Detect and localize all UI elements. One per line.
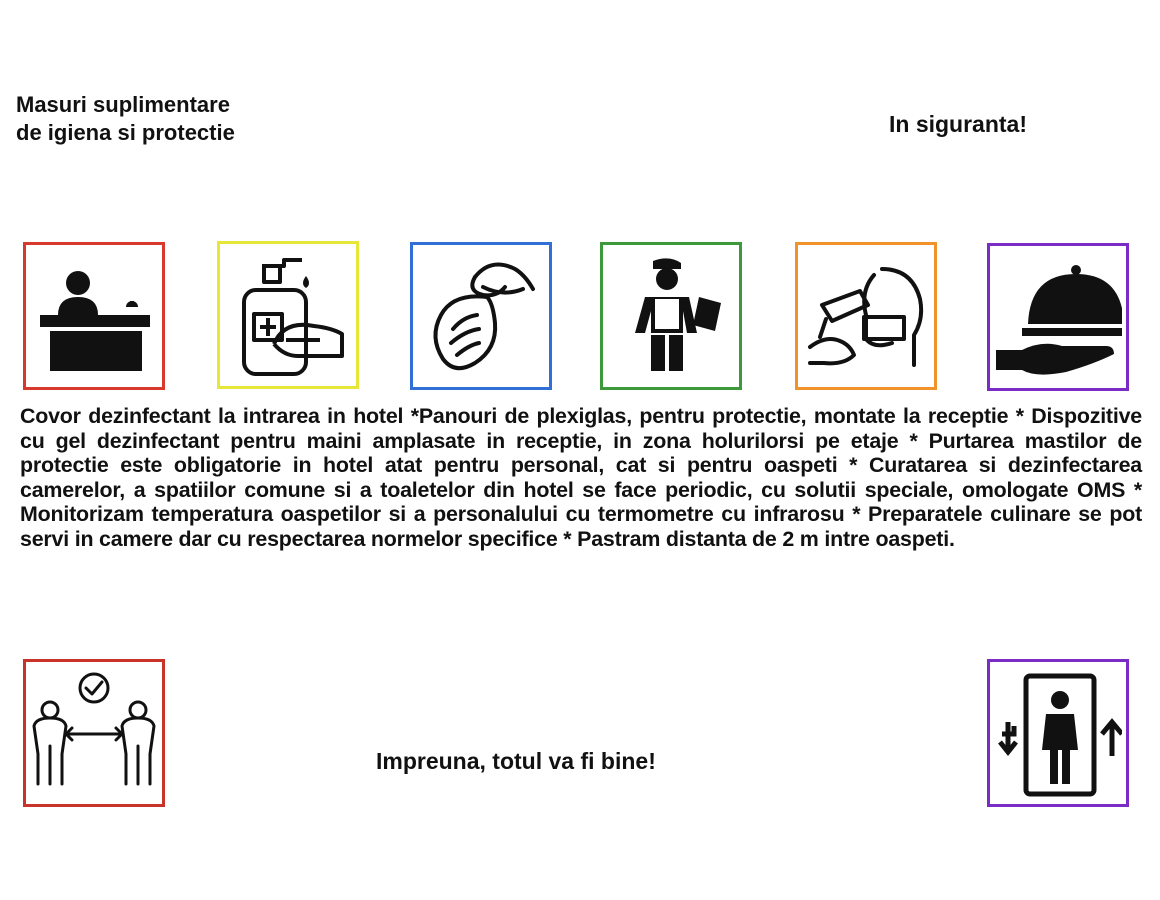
title-line-1: Masuri suplimentare: [16, 92, 230, 117]
tagline: In siguranta!: [889, 111, 1028, 137]
slogan: Impreuna, totul va fi bine!: [376, 748, 656, 774]
thermometer-check-icon: [802, 249, 930, 383]
social-distance-icon: [30, 666, 158, 800]
face-mask-icon: [417, 249, 545, 383]
room-service-box: [987, 243, 1129, 391]
room-service-icon: [994, 250, 1122, 384]
elevator-box: [987, 659, 1129, 807]
mask-box: [410, 242, 552, 390]
hand-sanitizer-icon: [224, 248, 352, 382]
title-line-2: de igiena si protectie: [16, 120, 235, 145]
sanitizer-box: [217, 241, 359, 389]
thermometer-box: [795, 242, 937, 390]
reception-desk-icon: [30, 249, 158, 383]
distance-box: [23, 659, 165, 807]
reception-box: [23, 242, 165, 390]
cleaning-box: [600, 242, 742, 390]
measures-paragraph: Covor dezinfectant la intrarea in hotel *Panouri de plexiglas, pentru protectie, montate la receptie * Dispozitive cu gel dezinfectant pentru maini amplasate in receptie, in zona holurilorsi pe etaje * Purtarea mastilor de protectie este obligatorie in hotel atat pentru personal, cat si pentru oaspeti * Curatarea si dezinfectarea camerelor, a spatiilor comune si a toaletelor din hotel se face periodic, cu solutii speciale, omologate OMS * Monitorizam temperatura oaspetilor si a personalului cu termometre cu infrarosu * Preparatele culinare se pot servi in camere dar cu respectarea normelor specifice * Pastram distanta de 2 m intre oaspeti.: [20, 404, 1142, 551]
elevator-icon: [994, 666, 1122, 800]
page-title: [16, 91, 235, 147]
cleaning-staff-icon: [607, 249, 735, 383]
